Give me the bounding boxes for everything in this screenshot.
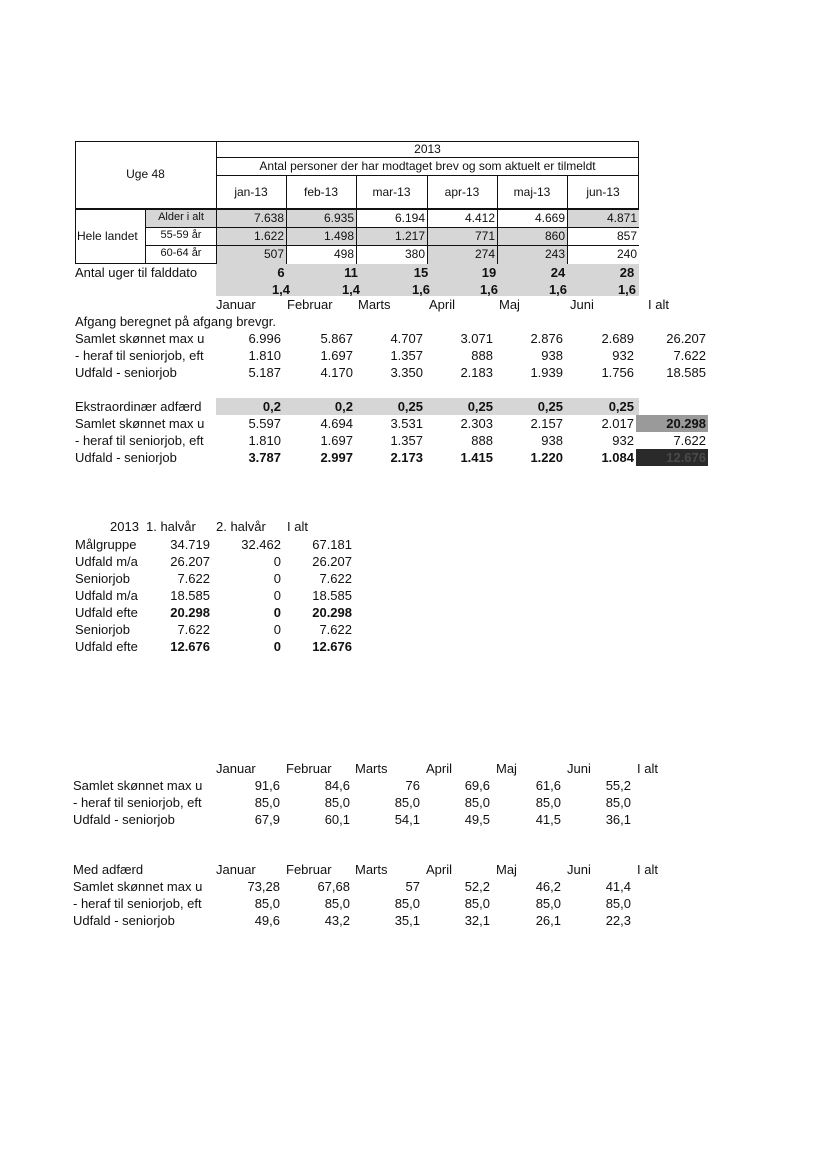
cell: 2.997 (320, 450, 353, 465)
row-label: Samlet skønnet max u (73, 879, 203, 894)
cell: 85,0 (324, 795, 350, 810)
cell: 243 (544, 247, 565, 261)
col-header: Januar (216, 761, 256, 776)
summary-head: 1. halvår (146, 519, 196, 534)
extra-value: 0,2 (262, 399, 281, 414)
row-label: - heraf til seniorjob, eft (75, 348, 204, 363)
cell: 22,3 (605, 913, 631, 928)
summary-h2: 0 (273, 588, 281, 603)
cell: 85,0 (464, 795, 490, 810)
col-header: Februar (286, 761, 332, 776)
cell: 57 (405, 879, 420, 894)
cell: 1.357 (390, 433, 423, 448)
factor-value: 1,4 (271, 282, 291, 297)
cell: 85,0 (254, 795, 280, 810)
col-header: Februar (287, 297, 333, 312)
month-header: feb-13 (303, 185, 339, 199)
extra-value: 0,25 (397, 399, 423, 414)
cell: 18.585 (666, 365, 706, 380)
cell: 7.622 (673, 433, 706, 448)
cell: 2.017 (601, 416, 634, 431)
summary-total: 7.622 (319, 622, 352, 637)
cell: 240 (616, 247, 637, 261)
cell: 84,6 (324, 778, 350, 793)
cell: 52,2 (464, 879, 490, 894)
col-header: I alt (637, 761, 658, 776)
cell: 85,0 (605, 795, 631, 810)
cell: 85,0 (535, 896, 561, 911)
summary-label: Udfald efte (75, 639, 138, 654)
cell: 49,6 (254, 913, 280, 928)
col-header: Juni (567, 761, 591, 776)
summary-label: Udfald m/a (75, 588, 138, 603)
cell: 1.415 (460, 450, 493, 465)
region-label: Hele landet (77, 229, 138, 243)
summary-label: Seniorjob (75, 571, 130, 586)
cell: 498 (333, 247, 354, 261)
row-label: Udfald - seniorjob (75, 450, 177, 465)
summary-total: 12.676 (312, 639, 352, 654)
summary-h2: 0 (273, 554, 281, 569)
cell: 85,0 (605, 896, 631, 911)
note: Afgang beregnet på afgang brevgr. (75, 314, 276, 329)
summary-label: Seniorjob (75, 622, 130, 637)
month-header: jan-13 (234, 185, 268, 199)
cell: 6.996 (248, 331, 281, 346)
summary-total: 18.585 (312, 588, 352, 603)
summary-h1: 26.207 (170, 554, 210, 569)
month-header: jun-13 (586, 185, 620, 199)
rule (216, 157, 639, 158)
cell: 85,0 (535, 795, 561, 810)
summary-label: Udfald efte (75, 605, 138, 620)
cell: 857 (616, 229, 637, 243)
cell: 35,1 (394, 913, 420, 928)
summary-head: I alt (287, 519, 308, 534)
cell: 7.622 (673, 348, 706, 363)
cell: 5.867 (320, 331, 353, 346)
cell: 1.697 (320, 348, 353, 363)
row-label: - heraf til seniorjob, eft (75, 433, 204, 448)
summary-h2: 0 (273, 639, 281, 654)
age-label: 60-64 år (160, 247, 202, 259)
col-header: April (426, 862, 453, 877)
summary-total: 20.298 (312, 605, 352, 620)
summary-h1: 7.622 (177, 622, 210, 637)
weeks-value: 6 (277, 265, 285, 280)
row-label: - heraf til seniorjob, eft (73, 795, 202, 810)
col-header: Januar (216, 862, 256, 877)
cell: 26.207 (666, 331, 706, 346)
cell: 507 (263, 247, 284, 261)
cell: 1.810 (248, 348, 281, 363)
extra-label: Ekstraordinær adfærd (75, 399, 202, 414)
cell: 2.689 (601, 331, 634, 346)
cell: 1.220 (530, 450, 563, 465)
month-header: maj-13 (513, 185, 551, 199)
cell: 4.707 (390, 331, 423, 346)
cell: 2.876 (530, 331, 563, 346)
cell: 91,6 (254, 778, 280, 793)
cell: 12.676 (666, 450, 706, 465)
summary-head: 2. halvår (216, 519, 266, 534)
cell: 85,0 (394, 896, 420, 911)
cell: 4.669 (534, 211, 565, 225)
cell: 61,6 (535, 778, 561, 793)
cell: 26,1 (535, 913, 561, 928)
col-header: April (429, 297, 456, 312)
cell: 67,9 (254, 812, 280, 827)
summary-total: 7.622 (319, 571, 352, 586)
cell: 5.187 (248, 365, 281, 380)
cell: 46,2 (535, 879, 561, 894)
extra-value: 0,25 (467, 399, 493, 414)
cell: 73,28 (247, 879, 280, 894)
weeks-value: 19 (481, 265, 497, 280)
row-label: Samlet skønnet max u (75, 416, 205, 431)
row-label: Udfald - seniorjob (73, 812, 175, 827)
cell: 3.531 (390, 416, 423, 431)
cell: 2.303 (460, 416, 493, 431)
cell: 380 (404, 247, 425, 261)
row-label: Samlet skønnet max u (75, 331, 205, 346)
summary-h2: 0 (273, 605, 281, 620)
cell: 85,0 (254, 896, 280, 911)
cell: 41,5 (535, 812, 561, 827)
cell: 3.071 (460, 331, 493, 346)
month-header: mar-13 (372, 185, 411, 199)
col-header: Marts (358, 297, 391, 312)
summary-label: Udfald m/a (75, 554, 138, 569)
col-header: April (426, 761, 453, 776)
factor-value: 1,6 (617, 282, 637, 297)
cell: 1.498 (323, 229, 354, 243)
cell: 3.350 (390, 365, 423, 380)
summary-h1: 20.298 (170, 605, 210, 620)
weeks-value: 15 (413, 265, 429, 280)
col-header: Juni (567, 862, 591, 877)
row-label: Samlet skønnet max u (73, 778, 203, 793)
cell: 1.084 (601, 450, 634, 465)
cell: 1.939 (530, 365, 563, 380)
cell: 771 (474, 229, 495, 243)
block-title: Med adfærd (73, 862, 144, 877)
year-label: 2013 (414, 142, 441, 156)
factor-value: 1,6 (411, 282, 431, 297)
cell: 938 (541, 348, 563, 363)
summary-h2: 32.462 (241, 537, 281, 552)
cell: 274 (474, 247, 495, 261)
summary-total: 26.207 (312, 554, 352, 569)
col-header: Marts (355, 862, 388, 877)
summary-label: Målgruppe (75, 537, 137, 552)
cell: 36,1 (605, 812, 631, 827)
month-header: apr-13 (444, 185, 480, 199)
summary-h2: 0 (273, 622, 281, 637)
cell: 60,1 (324, 812, 350, 827)
cell: 69,6 (464, 778, 490, 793)
cell: 1.810 (248, 433, 281, 448)
cell: 5.597 (248, 416, 281, 431)
summary-h1: 7.622 (177, 571, 210, 586)
summary-h1: 34.719 (170, 537, 210, 552)
weeks-label: Antal uger til falddato (75, 265, 198, 280)
age-label: Alder i alt (158, 211, 204, 223)
summary-total: 67.181 (312, 537, 352, 552)
cell: 860 (544, 229, 565, 243)
cell: 2.173 (390, 450, 423, 465)
cell: 4.871 (606, 211, 637, 225)
cell: 1.357 (390, 348, 423, 363)
col-header: I alt (637, 862, 658, 877)
cell: 7.638 (253, 211, 284, 225)
cell: 4.170 (320, 365, 353, 380)
col-header: Maj (499, 297, 520, 312)
cell: 67,68 (317, 879, 350, 894)
cell: 938 (541, 433, 563, 448)
cell: 41,4 (605, 879, 631, 894)
cell: 20.298 (666, 416, 706, 431)
cell: 76 (405, 778, 420, 793)
factor-value: 1,6 (548, 282, 568, 297)
weeks-value: 11 (344, 265, 358, 280)
col-header: Maj (496, 862, 517, 877)
col-header: Marts (355, 761, 388, 776)
cell: 2.157 (530, 416, 563, 431)
cell: 6.935 (323, 211, 354, 225)
cell: 85,0 (324, 896, 350, 911)
cell: 6.194 (394, 211, 425, 225)
extra-value: 0,25 (608, 399, 634, 414)
cell: 85,0 (464, 896, 490, 911)
cell: 43,2 (324, 913, 350, 928)
cell: 1.756 (601, 365, 634, 380)
cell: 4.694 (320, 416, 353, 431)
factor-value: 1,6 (479, 282, 499, 297)
cell: 1.217 (394, 229, 425, 243)
cell: 55,2 (605, 778, 631, 793)
cell: 932 (612, 433, 634, 448)
col-header: Februar (286, 862, 332, 877)
row-label: Udfald - seniorjob (73, 913, 175, 928)
cell: 4.412 (464, 211, 495, 225)
cell: 49,5 (464, 812, 490, 827)
table-subtitle: Antal personer der har modtaget brev og som aktuelt er tilmeldt (259, 159, 596, 173)
cell: 3.787 (248, 450, 281, 465)
summary-h2: 0 (273, 571, 281, 586)
corner-label: Uge 48 (126, 167, 165, 181)
extra-value: 0,2 (334, 399, 353, 414)
weeks-value: 24 (550, 265, 566, 280)
cell: 54,1 (394, 812, 420, 827)
cell: 888 (471, 348, 493, 363)
row-label: Udfald - seniorjob (75, 365, 177, 380)
cell: 2.183 (460, 365, 493, 380)
age-label: 55-59 år (160, 229, 202, 241)
col-header: Juni (570, 297, 594, 312)
weeks-value: 28 (619, 265, 635, 280)
extra-value: 0,25 (537, 399, 563, 414)
col-header: Maj (496, 761, 517, 776)
cell: 932 (612, 348, 634, 363)
cell: 888 (471, 433, 493, 448)
summary-head: 2013 (110, 519, 139, 534)
cell: 1.697 (320, 433, 353, 448)
summary-h1: 18.585 (170, 588, 210, 603)
summary-h1: 12.676 (170, 639, 210, 654)
col-header: I alt (648, 297, 669, 312)
cell: 32,1 (464, 913, 490, 928)
col-header: Januar (216, 297, 256, 312)
row-label: - heraf til seniorjob, eft (73, 896, 202, 911)
cell: 85,0 (394, 795, 420, 810)
cell: 1.622 (253, 229, 284, 243)
factor-value: 1,4 (341, 282, 361, 297)
